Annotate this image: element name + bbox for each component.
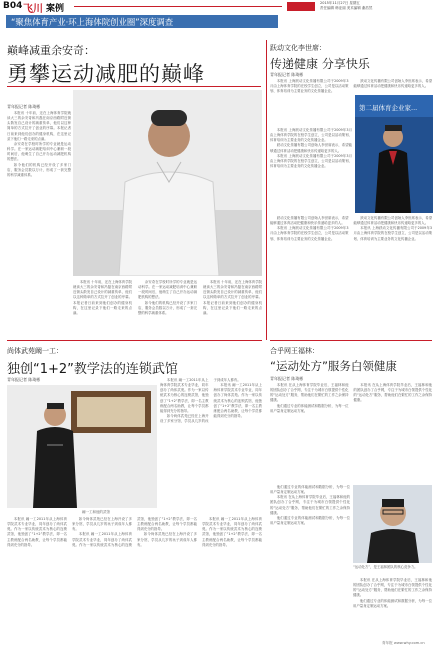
wenhua-photo <box>355 95 433 213</box>
wuguan-photo <box>7 385 157 508</box>
masthead-logo: 飞川 <box>23 4 43 15</box>
wuguan-body-bottom <box>7 517 262 642</box>
wenhua-paragraph: 本报讯 上海跃动文化传播有限公司于2009年3月由上海体育学院的在校学生创立，公司是以活动策划、体育培训为主要业务的文化传播企业。 <box>270 128 352 143</box>
wenhua-paragraph: 跃动文化传播有限公司创始人李世席表示，希望能够通过体育活动把健康和快乐传递给更多的人。 <box>270 216 349 226</box>
wuguan-kicker: 尚体武苑阚一工： <box>7 347 63 355</box>
hening-body-left <box>270 485 350 642</box>
wenhua-paragraph: 跃动文化传播有限公司创始人李世席表示，希望能够通过体育活动把健康和快乐传递给更多的人。 <box>353 216 432 226</box>
masthead-editors: 责任编辑 韩亚丽 美术编辑 谢浩然 <box>320 6 373 10</box>
wuguan-paragraph: 本报讯 阚一工2011年从上海体育学院武术专业毕业，同年创办了尚体武苑。作为一家以传统武术为核心的连锁武馆，他独创了“1+2”教学法，即一名主教练配合两名助教，让每个学员都能得到充分的指导。 <box>160 378 209 413</box>
main-body-lower <box>73 280 262 330</box>
wenhua-paragraph: 本报讯 上海跃动文化传播有限公司于2009年3月由上海体育学院的在校学生创立，公司是以活动策划、体育培训为主要业务的文化传播企业。 <box>353 226 432 241</box>
main-paragraph: 本报讯 十年前，还在上海体育学院就读大三的余安奇和冯磊在南京西路附近街头散发自己设计的减重传单，他们以这种简单的方式拉开了创业的序幕。本报记者日前来到他们创办的健身机构，在这里记录下他们一路走来的点滴。 <box>203 280 262 315</box>
main-kicker: 巅峰减重余安奇： <box>7 44 95 57</box>
hening-paragraph: 他们通过专业的体能测试和数据分析，为每一位用户量身定制运动方案。 <box>353 598 432 608</box>
main-paragraph: 余安奇在学校时所学的专业就是运动科学。在一家运动减肥培训中心兼职一段时间后，他萌生了自己开办运动减肥机构的想法。 <box>7 141 71 162</box>
hening-paragraph: 他们通过专业的体能测试和数据分析，为每一位用户量身定制运动方案。 <box>270 403 349 413</box>
masthead-rule <box>74 6 282 7</box>
hening-photo-illustration <box>353 485 432 563</box>
wuguan-headline: 独创“1+2”教学法的连锁武馆 <box>7 362 178 377</box>
wuguan-paragraph: 如今尚体武苑已经在上海开设了多家分馆，学员从几岁的孩子到成年人都有。 <box>72 517 132 532</box>
wuguan-photo-illustration <box>7 385 157 508</box>
topic-banner <box>6 15 278 28</box>
hening-paragraph: 本报讯 在从上海体育学院毕业后，王福林和他的团队创办了合乎网，专注于为城市白领提供个性化的“运动处方”服务，帮助他们在繁忙的工作之余保持健康。 <box>353 578 432 598</box>
hening-paragraph: 本报讯 在从上海体育学院毕业后，王福林和他的团队创办了合乎网，专注于为城市白领提供个性化的“运动处方”服务，帮助他们在繁忙的工作之余保持健康。 <box>270 495 350 515</box>
main-paragraph: 本报讯 十年前，还在上海体育学院就读大三的余安奇和冯磊在南京西路附近街头散发自己设计的减重传单，他们以这种简单的方式拉开了创业的序幕。本报记者日前来到他们创办的健身机构，在这里记录下他们一路走来的点滴。 <box>73 280 132 315</box>
main-byline: 青年报记者 陈琦彬 <box>7 104 41 109</box>
wuguan-paragraph: 本报讯 阚一工2011年从上海体育学院武术专业毕业，同年创办了尚体武苑。作为一家以传统武术为核心的连锁武馆，他独创了“1+2”教学法，即一名主教练配合两名助教，让每个学员都能得到充分的指导。 <box>72 517 197 547</box>
hening-photo <box>353 485 432 563</box>
column-divider <box>266 40 267 340</box>
page-code: B04 <box>3 1 23 11</box>
main-body-left <box>7 111 71 328</box>
wuguan-top-rule <box>7 340 262 341</box>
wuguan-photo-caption: 阚一工和他的武馆 <box>82 510 110 514</box>
wenhua-body-bottom <box>270 216 432 336</box>
main-paragraph: 余安奇在学校时所学的专业就是运动科学。在一家运动减肥培训中心兼职一段时间后，他萌生了自己开办运动减肥机构的想法。 <box>138 280 197 300</box>
wenhua-photo-illustration <box>355 95 433 213</box>
wuguan-body-right-upper <box>160 378 262 508</box>
wuguan-paragraph: 本报讯 阚一工2011年从上海体育学院武术专业毕业，同年创办了尚体武苑。作为一家以传统武术为核心的连锁武馆，他独创了“1+2”教学法，即一名主教练配合两名助教，让每个学员都能得到充分的指导。 <box>7 517 67 547</box>
hening-body-bottom-right <box>353 578 432 638</box>
wenhua-photo-banner: 第二届体育企业家... <box>359 104 418 112</box>
footer-source: 青年报 www.why.com.cn <box>382 641 425 645</box>
wenhua-paragraph: 跃动文化传播有限公司创始人李世席表示，希望能够通过体育活动把健康和快乐传递给更多的人。 <box>270 143 352 153</box>
main-photo <box>73 90 262 276</box>
hening-paragraph: 本报讯 在从上海体育学院毕业后，王福林和他的团队创办了合乎网，专注于为城市白领提供个性化的“运动处方”服务，帮助他们在繁忙的工作之余保持健康。 <box>270 383 349 403</box>
masthead-date: 2015年11月27日 星期五 <box>320 1 360 5</box>
wuguan-paragraph: 如今尚体武苑已经在上海开设了多家分馆，学员从几岁的孩子到成年人都有。 <box>160 378 241 424</box>
hening-paragraph: 本报讯 在从上海体育学院毕业后，王福林和他的团队创办了合乎网，专注于为城市白领提供个性化的“运动处方”服务，帮助他们在繁忙的工作之余保持健康。 <box>353 383 432 403</box>
hening-byline: 青年报记者 陈琦彬 <box>270 376 304 381</box>
main-headline-rule <box>7 86 261 87</box>
main-headline: 勇攀运动减肥的巅峰 <box>7 62 205 86</box>
hening-paragraph: 他们通过专业的体能测试和数据分析，为每一位用户量身定制运动方案。 <box>270 485 350 495</box>
wenhua-byline: 青年报记者 陈琦彬 <box>270 72 304 77</box>
hening-headline: “运动处方”服务白领健康 <box>270 359 397 373</box>
hening-kicker: 合乎网王福林： <box>270 347 319 355</box>
wenhua-body-left <box>270 128 352 213</box>
wenhua-kicker: 跃动文化李世席： <box>270 44 326 52</box>
topic-banner-title: “聚焦体育产业·环上海体院创业圈”深度调查 <box>11 17 174 27</box>
wuguan-paragraph: 本报讯 阚一工2011年从上海体育学院武术专业毕业，同年创办了尚体武苑。作为一家以传统武术为核心的连锁武馆，他独创了“1+2”教学法，即一名主教练配合两名助教，让每个学员都能得到充分的指导。 <box>213 383 262 419</box>
main-paragraph: 如今他们的机构已经开设了多家门店，服务会员数以万计，形成了一套完整的科学减重体系。 <box>138 300 197 315</box>
masthead <box>0 0 438 14</box>
main-paragraph: 如今他们的机构已经开设了多家门店，服务会员数以万计，形成了一套完整的科学减重体系。 <box>7 162 71 177</box>
hening-photo-caption: “运动处方”，是王福林团队的核心竞争力。 <box>353 565 418 569</box>
wenhua-paragraph: 本报讯 上海跃动文化传播有限公司于2009年3月由上海体育学院的在校学生创立，公司是以活动策划、体育培训为主要业务的文化传播企业。 <box>270 153 352 169</box>
main-paragraph: 本报讯 十年前，还在上海体育学院就读大三的余安奇和冯磊在南京西路附近街头散发自己设计的减重传单，他们以这种简单的方式拉开了创业的序幕。本报记者日前来到他们创办的健身机构，在这里记录下他们一路走来的点滴。 <box>7 111 71 141</box>
wenhua-paragraph: 跃动文化传播有限公司创始人李世席表示，希望能够通过体育活动把健康和快乐传递给更多的人。 <box>353 79 432 89</box>
hening-body-top <box>270 383 432 483</box>
masthead-section: 案例 <box>46 4 65 14</box>
wenhua-paragraph: 本报讯 上海跃动文化传播有限公司于2009年3月由上海体育学院的在校学生创立，公司是以活动策划、体育培训为主要业务的文化传播企业。 <box>270 79 349 94</box>
wenhua-headline: 传递健康 分享快乐 <box>270 57 370 71</box>
masthead-logo-mark <box>287 2 315 11</box>
main-photo-illustration <box>73 90 262 276</box>
wuguan-paragraph: 本报讯 阚一工2011年从上海体育学院武术专业毕业，同年创办了尚体武苑。作为一家以传统武术为核心的连锁武馆，他独创了“1+2”教学法，即一名主教练配合两名助教，让每个学员都能得到充分的指导。 <box>202 517 262 547</box>
wuguan-byline: 青年报记者 陈琦彬 <box>7 377 41 382</box>
hening-top-rule <box>270 340 432 341</box>
hening-paragraph: 他们通过专业的体能测试和数据分析，为每一位用户量身定制运动方案。 <box>270 515 350 526</box>
wenhua-paragraph: 本报讯 上海跃动文化传播有限公司于2009年3月由上海体育学院的在校学生创立，公司是以活动策划、体育培训为主要业务的文化传播企业。 <box>270 226 349 241</box>
wuguan-paragraph: 如今尚体武苑已经在上海开设了多家分馆，学员从几岁的孩子到成年人都有。 <box>137 532 197 547</box>
